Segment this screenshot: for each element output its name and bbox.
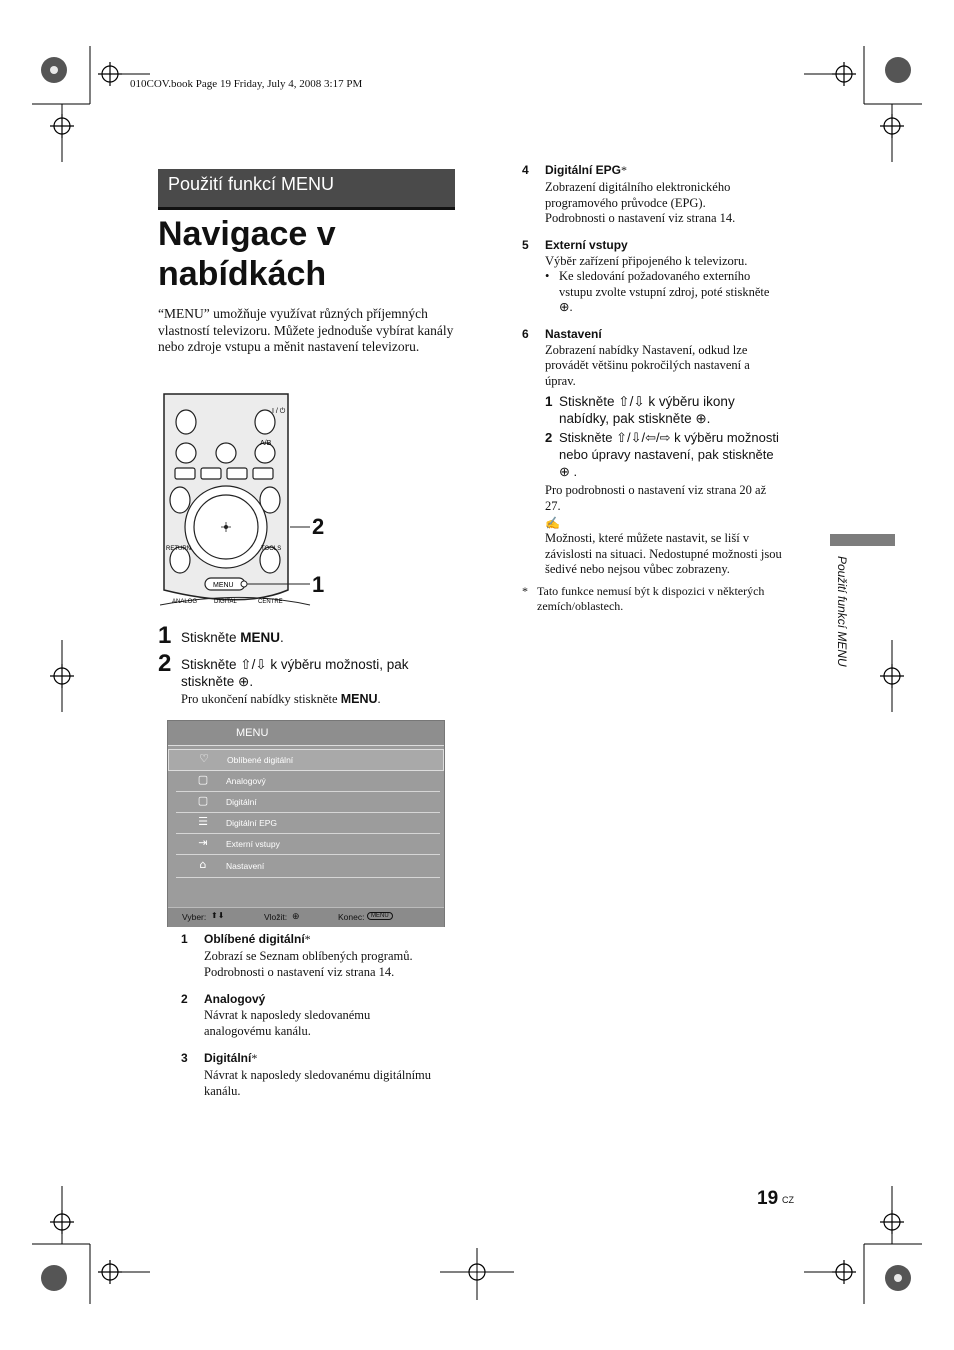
item-3-text: Návrat k naposledy sledovanému digitálnímu kanálu. [204, 1068, 432, 1098]
intro-paragraph: “MENU” umožňuje využívat různých příjemných vlastností televizoru. Můžete jednoduše vybírat kanály nebo zdroje vstupu a měnit nastavení televizoru. [158, 306, 454, 354]
centre-label: CENTRE [258, 599, 283, 605]
divider [176, 854, 440, 855]
page-title-line-2: nabídkách [158, 255, 327, 293]
item-6-substep-2: 2 Stiskněte ⇧/⇩/⇦/⇨ k výběru možnosti nebo úpravy nastavení, pak stiskněte ⊕ . [545, 430, 779, 479]
menu-title-bar [168, 721, 444, 746]
item-6-reference: Pro podrobnosti o nastavení viz strana 20 až 27. [545, 483, 767, 513]
pencil-note-icon: ✍ [545, 516, 560, 530]
item-6-heading: 6 Nastavení [522, 326, 602, 341]
item-5-heading: 5 Externí vstupy [522, 237, 628, 252]
item-6-text: Zobrazení nabídky Nastavení, odkud lze provádět většinu pokročilých nastavení a úprav. [545, 342, 750, 388]
chapter-tab [830, 534, 895, 546]
callout-2: 2 [312, 514, 325, 539]
footer-select-label: Vyber: [182, 912, 207, 922]
menu-footer [168, 907, 444, 927]
analog-label: ANALOG [172, 599, 198, 605]
menu-title: MENU [236, 727, 269, 739]
item-2-heading: 2 Analogový [181, 992, 266, 1006]
step-1-number: 1 [158, 622, 172, 649]
menu-item-settings[interactable]: ⌂ Nastavení [168, 856, 442, 876]
hint-text: Možnosti, které můžete nastavit, se liší v závislosti na situaci. Nedostupné možnosti jsou šedivé nebo nejsou vůbec zobrazeny. [545, 531, 782, 576]
tools-label: TOOLS [261, 546, 282, 552]
heart-icon: ♡ [199, 752, 209, 765]
file-info-header: 010COV.book Page 19 Friday, July 4, 2008 3:17 PM [130, 78, 363, 90]
remote-control-illustration [160, 390, 330, 615]
items-right [522, 163, 802, 615]
item-1-heading: 1 Oblíbené digitální* [181, 932, 311, 946]
item-2-text: Návrat k naposledy sledovanému analogovému kanálu. [204, 1008, 371, 1038]
digital-label: DIGITAL [214, 599, 237, 605]
epg-icon: ☰ [198, 815, 208, 828]
footer-enter-label: Vložit: [264, 912, 288, 922]
up-down-arrows-icon: ⬆⬇ [211, 911, 225, 920]
page-number: 19 [757, 1188, 779, 1209]
step-exit-note: Pro ukončení nabídky stiskněte MENU. [181, 692, 381, 706]
bullet-icon: • [545, 269, 550, 283]
item-5-text: Výběr zařízení připojeného k televizoru. • Ke sledování požadovaného externího vstupu zvolte vstupní zdroj, poté stiskněte ⊕. [545, 254, 802, 316]
section-heading-bar [158, 169, 455, 210]
footnote: * Tato funkce nemusí být k dispozici v některých zemích/oblastech. [522, 583, 765, 613]
menu-item-external-inputs[interactable]: ⇥ Externí vstupy [168, 834, 442, 854]
menu-item-analog[interactable]: ▢ Analogový [197, 773, 266, 786]
input-icon: ⇥ [198, 836, 208, 849]
step-1-text: Stiskněte MENU. [181, 630, 284, 645]
page-language: CZ [782, 1195, 794, 1205]
menu-item-digital-epg[interactable]: ☰ Digitální EPG [168, 813, 442, 833]
item-5-bullet: • Ke sledování požadovaného externího vstupu zvolte vstupní zdroj, poté stiskněte ⊕. [545, 269, 770, 314]
item-1-text: Zobrazí se Seznam oblíbených programů. Podrobnosti o nastavení viz strana 14. [204, 949, 413, 979]
enter-pad-icon: ⊕ [292, 911, 300, 921]
callout-1: 1 [312, 572, 325, 597]
page-title [158, 214, 458, 294]
return-label: RETURN [166, 546, 191, 552]
items-left [181, 932, 461, 1099]
toolbox-icon: ⌂ [199, 858, 207, 871]
section-title: Použití funkcí MENU [168, 174, 335, 194]
menu-key-icon: MENU [367, 912, 393, 920]
footer-exit-label: Konec: [338, 912, 365, 922]
ab-label: A/B [260, 440, 272, 447]
item-4-heading: 4 Digitální EPG* [522, 163, 628, 177]
menu-screen [167, 720, 445, 927]
analog-tv-icon: ▢ [197, 773, 209, 786]
item-3-heading: 3 Digitální* [181, 1051, 258, 1065]
item-4-text: Zobrazení digitálního elektronického programového průvodce (EPG). Podrobnosti o nastavení viz strana 14. [545, 180, 736, 225]
item-6-substep-1: 1 Stiskněte ⇧/⇩ k výběru ikony nabídky, pak stiskněte ⊕. [545, 394, 735, 426]
side-running-title: Použití funkcí MENU [835, 556, 849, 667]
power-label: I / ⏻ [272, 408, 286, 415]
menu-item-favourite-digital[interactable]: ♡ Oblíbené digitální [168, 749, 444, 771]
step-2-number: 2 [158, 650, 172, 677]
step-2-text: Stiskněte ⇧/⇩ k výběru možnosti, pak stiskněte ⊕. [181, 657, 409, 689]
menu-label: MENU [213, 582, 234, 589]
page-title-line-1: Navigace v [158, 215, 336, 253]
digital-tv-icon: ▢ [197, 794, 209, 807]
divider [176, 877, 440, 878]
menu-item-digital[interactable]: ▢ Digitální [197, 794, 257, 807]
